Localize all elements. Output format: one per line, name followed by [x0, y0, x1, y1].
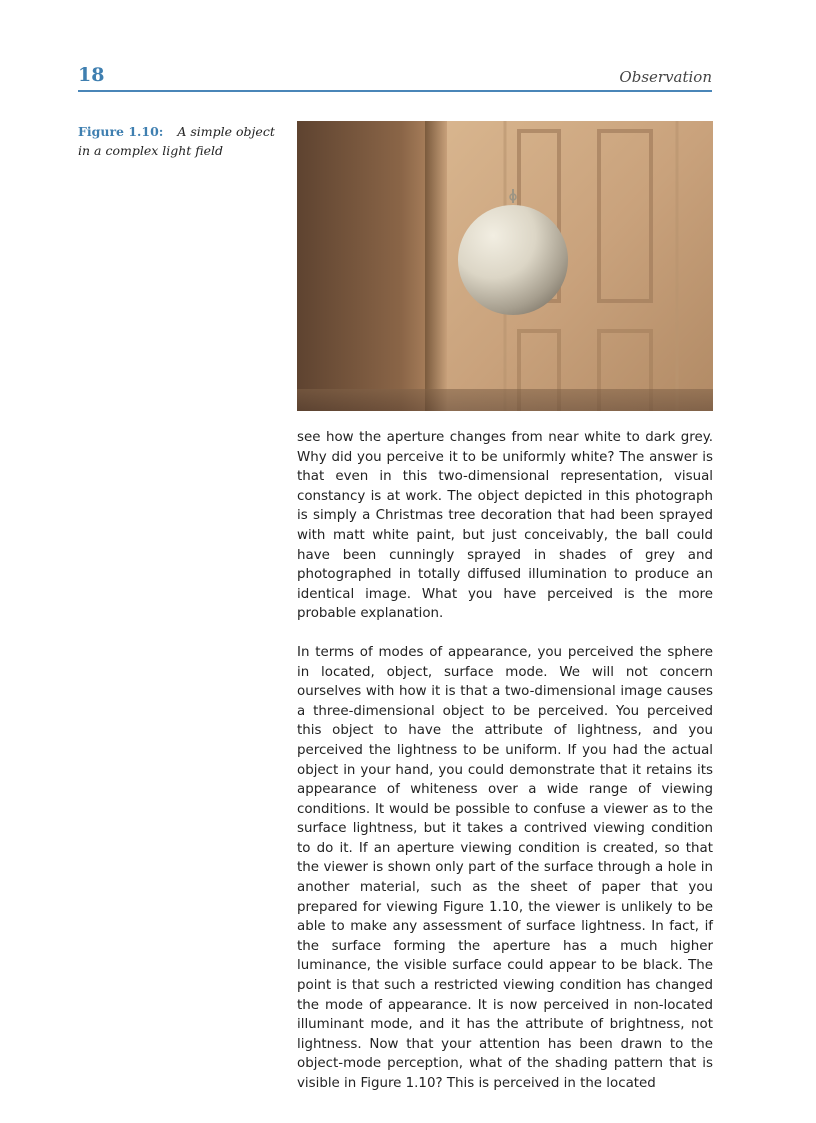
page-number: 18	[78, 64, 105, 86]
figure-caption-text: A simple object in a complex light field	[78, 124, 275, 158]
figure-label: Figure 1.10:	[78, 124, 164, 139]
paragraph-1: see how the aperture changes from near white to dark grey. Why did you perceive it to be uniformly white? The answer is that even in this two-dimensional representation, visual constancy is at work. The object depicted in this photograph is simply a Christmas tree decoration that had been sprayed with matt white paint, but just conceivably, the ball could have been cunningly sprayed in shades of grey and photographed in totally diffused illumination to produce an identical image. What you have perceived is the more probable explanation.	[297, 430, 713, 622]
paragraph-2: In terms of modes of appearance, you perceived the sphere in located, object, surface mode. We will not concern ourselves with how it is that a two-dimensional image causes a three-dimensional object to be perceived. You perceived this object to have the attribute of lightness, and you perceived the lightness to be uniform. If you had the actual object in your hand, you could demonstrate that it retains its appearance of whiteness over a wide range of viewing conditions. It would be possible to confuse a viewer as to the surface lightness, but it takes a contrived viewing condition to do it. If an aperture viewing condition is created, so that the viewer is shown only part of the surface through a hole in another material, such as the sheet of paper that you prepared for viewing Figure 1.10, the viewer is unlikely to be able to make any assessment of surface lightness. In fact, if the surface forming the aperture has a much higher luminance, the visible surface could appear to be black. The point is that such a restricted viewing condition has changed the mode of appearance. It is now perceived in non-located illuminant mode, and it has the attribute of brightness, not lightness. Now that your attention has been drawn to the object-mode perception, what of the shading pattern that is visible in Figure 1.10? This is perceived in the located	[297, 644, 713, 1091]
figure-photo	[297, 121, 713, 411]
header-rule	[78, 90, 712, 92]
running-head: Observation	[619, 68, 712, 86]
photo-of-white-ball-hanging-in-front-of-door	[297, 121, 713, 411]
figure-caption	[78, 122, 278, 160]
body-text	[297, 428, 713, 1094]
